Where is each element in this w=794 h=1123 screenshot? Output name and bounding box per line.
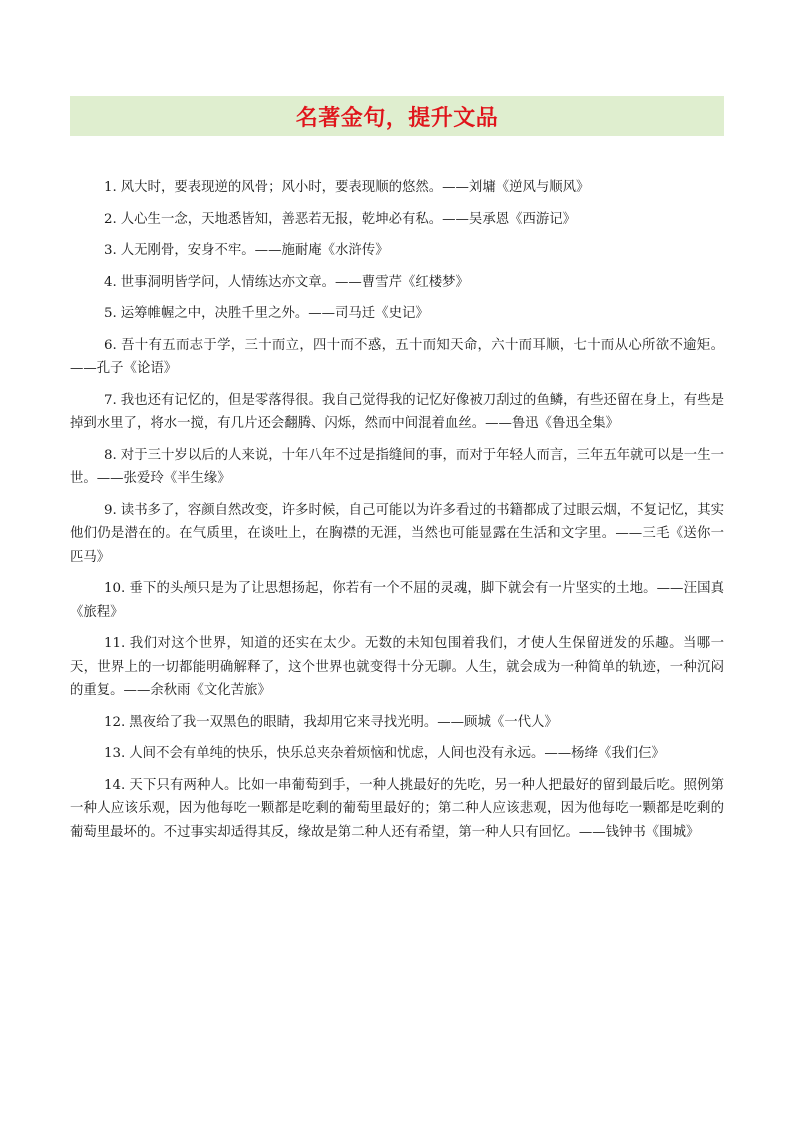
quote-number: 1. (104, 180, 117, 195)
quote-item (70, 632, 724, 703)
quote-item (104, 711, 724, 735)
quote-number: 9. (104, 502, 117, 518)
quote-text: 垂下的头颅只是为了让思想扬起，你若有一个不屈的灵魂，脚下就会有一片坚实的土地。——汪国真《旅程》 (70, 581, 724, 620)
quote-number: 3. (104, 243, 117, 258)
quote-item (104, 302, 724, 326)
quote-list (70, 176, 724, 852)
quote-item (104, 271, 724, 295)
quote-text: 对于三十岁以后的人来说，十年八年不过是指缝间的事，而对于年轻人而言，三年五年就可以是一生一世。——张爱玲《半生缘》 (70, 447, 724, 486)
quote-text: 世事洞明皆学问，人情练达亦文章。——曹雪芹《红楼梦》 (120, 274, 469, 290)
quote-item (70, 334, 724, 381)
quote-item (104, 208, 724, 232)
quote-text: 人间不会有单纯的快乐，快乐总夹杂着烦恼和忧虑，人间也没有永远。——杨绛《我们仨》 (129, 746, 665, 761)
quote-number: 13. (104, 746, 126, 761)
quote-item (70, 444, 724, 491)
quote-text: 天下只有两种人。比如一串葡萄到手，一种人挑最好的先吃，另一种人把最好的留到最后吃。照例第一种人应该乐观，因为他每吃一颗都是吃剩的葡萄里最好的；第二种人应该悲观，因为他每吃一颗都是吃剩的葡萄里最坏的。不过事实却适得其反，缘故是第二种人还有希望，第一种人只有回忆。——钱钟书《围城》 (70, 777, 724, 840)
quote-text: 读书多了，容颜自然改变，许多时候，自己可能以为许多看过的书籍都成了过眼云烟，不复记忆，其实他们仍是潜在的。在气质里，在谈吐上，在胸襟的无涯，当然也可能显露在生活和文字里。——三毛《送你一匹马》 (70, 502, 724, 565)
quote-text: 黑夜给了我一双黑色的眼睛，我却用它来寻找光明。——顾城《一代人》 (129, 714, 558, 730)
quote-text: 运筹帷幄之中，决胜千里之外。——司马迁《史记》 (120, 306, 429, 321)
quote-item (70, 499, 724, 570)
quote-item (70, 577, 724, 624)
quote-text: 风大时，要表现逆的风骨；风小时，要表现顺的悠然。——刘墉《逆风与顺风》 (120, 180, 590, 195)
quote-text: 吾十有五而志于学，三十而立，四十而不惑，五十而知天命，六十而耳顺，七十而从心所欲不逾矩。——孔子《论语》 (70, 337, 724, 376)
quote-number: 7. (104, 392, 117, 408)
quote-text: 我们对这个世界，知道的还实在太少。无数的未知包围着我们，才使人生保留迸发的乐趣。当哪一天，世界上的一切都能明确解释了，这个世界也就变得十分无聊。人生，就会成为一种简单的轨迹，一种沉闷的重复。——余秋雨《文化苦旅》 (70, 636, 724, 698)
quote-text: 人无刚骨，安身不牢。——施耐庵《水浒传》 (120, 243, 389, 258)
quote-item (70, 389, 724, 436)
quote-text: 我也还有记忆的，但是零落得很。我自己觉得我的记忆好像被刀刮过的鱼鳞，有些还留在身上，有些是掉到水里了，将水一搅，有几片还会翻腾、闪烁，然而中间混着血丝。——鲁迅《鲁迅全集》 (70, 392, 724, 431)
quote-item (70, 774, 724, 845)
quote-number: 5. (104, 306, 117, 321)
quote-number: 6. (104, 337, 117, 353)
quote-number: 4. (104, 274, 117, 290)
quote-number: 8. (104, 447, 117, 463)
quote-number: 12. (104, 714, 126, 730)
quote-item (104, 239, 724, 263)
quote-text: 人心生一念，天地悉皆知，善恶若无报，乾坤必有私。——吴承恩《西游记》 (120, 211, 577, 227)
quote-item (70, 742, 724, 766)
page-title: 名著金句，提升文品 (295, 105, 499, 131)
title-banner (70, 96, 724, 136)
quote-number: 2. (104, 211, 117, 227)
quote-number: 14. (104, 777, 126, 793)
quote-number: 11. (104, 636, 126, 651)
quote-number: 10. (104, 581, 126, 596)
quote-item (104, 176, 724, 200)
